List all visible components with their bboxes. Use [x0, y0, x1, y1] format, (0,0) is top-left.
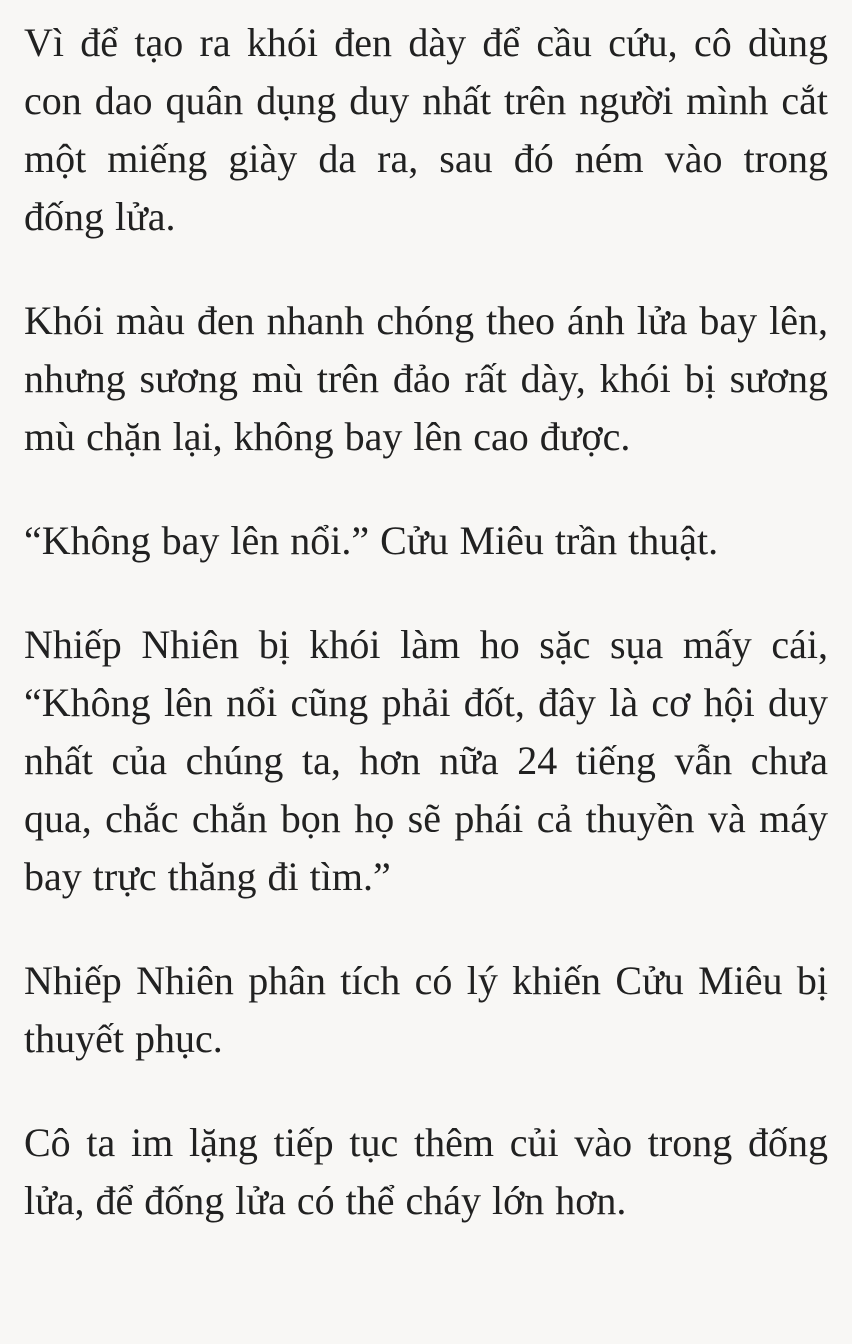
paragraph: “Không bay lên nổi.” Cửu Miêu trần thuật.: [24, 518, 719, 563]
paragraph: Vì để tạo ra khói đen dày để cầu cứu, cô dùng con dao quân dụng duy nhất trên người mình cắt một miếng giày da ra, sau đó ném vào trong đống lửa.: [24, 20, 828, 239]
paragraph: Khói màu đen nhanh chóng theo ánh lửa bay lên, nhưng sương mù trên đảo rất dày, khói bị sương mù chặn lại, không bay lên cao được.: [24, 298, 828, 459]
paragraph: Cô ta im lặng tiếp tục thêm củi vào trong đống lửa, để đống lửa có thể cháy lớn hơn.: [24, 1120, 828, 1223]
paragraph: Nhiếp Nhiên bị khói làm ho sặc sụa mấy cái, “Không lên nổi cũng phải đốt, đây là cơ hội duy nhất của chúng ta, hơn nữa 24 tiếng vẫn chưa qua, chắc chắn bọn họ sẽ phái cả thuyền và máy bay trực thăng đi tìm.”: [24, 622, 828, 899]
paragraph: Nhiếp Nhiên phân tích có lý khiến Cửu Miêu bị thuyết phục.: [24, 958, 828, 1061]
